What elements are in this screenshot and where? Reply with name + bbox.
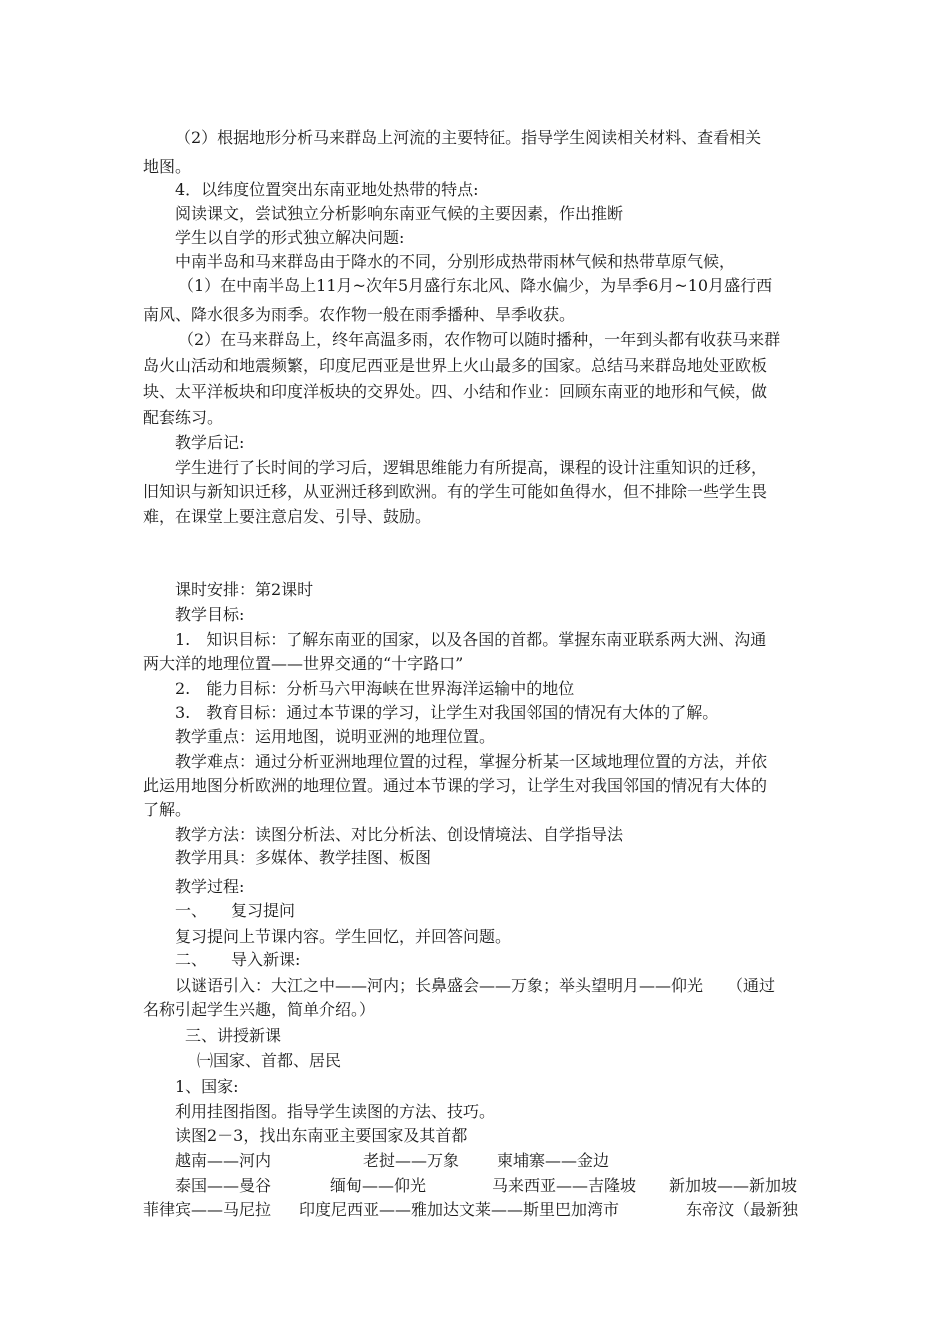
paragraph-line: 阅读课文，尝试独立分析影响东南亚气候的主要因素，作出推断 [175, 204, 624, 223]
paragraph-line: 复习提问上节课内容。学生回忆，并回答问题。 [175, 927, 512, 946]
country-capital: 老挝——万象 [363, 1151, 460, 1170]
paragraph-line: 旧知识与新知识迁移，从亚洲迁移到欧洲。有的学生可能如鱼得水，但不排除一些学生畏 [143, 482, 768, 501]
paragraph-line: 1. 知识目标：了解东南亚的国家，以及各国的首都。掌握东南亚联系两大洲、沟通 [175, 630, 767, 649]
paragraph-line: 岛火山活动和地震频繁，印度尼西亚是世界上火山最多的国家。总结马来群岛地处亚欧板 [143, 356, 768, 375]
section-heading: 教学过程: [175, 877, 245, 896]
paragraph-line: 教学难点：通过分析亚洲地理位置的过程，掌握分析某一区域地理位置的方法，并依 [175, 752, 768, 771]
paragraph-line: 块、太平洋板块和印度洋板块的交界处。四、小结和作业：回顾东南亚的地形和气候，做 [143, 382, 768, 401]
country-capital: 菲律宾——马尼拉 [143, 1200, 272, 1219]
country-capital: 印度尼西亚——雅加达文莱——斯里巴加湾市 [299, 1200, 620, 1219]
paragraph-line: 利用挂图指图。指导学生读图的方法、技巧。 [175, 1102, 496, 1121]
paragraph-line: 教学方法：读图分析法、对比分析法、创设情境法、自学指导法 [175, 825, 624, 844]
country-capital: 马来西亚——吉隆坡 [492, 1176, 637, 1195]
section-heading: 二、 导入新课: [175, 950, 301, 969]
section-heading: 课时安排：第2课时 [175, 580, 314, 599]
section-heading: ㈠国家、首都、居民 [197, 1051, 342, 1070]
paragraph-line: 配套练习。 [143, 408, 224, 427]
paragraph-line: 南风、降水很多为雨季。农作物一般在雨季播种、旱季收获。 [143, 305, 576, 324]
paragraph-line: 了解。 [143, 800, 192, 819]
country-capital: 柬埔寨——金边 [497, 1151, 610, 1170]
paragraph-line: 两大洋的地理位置——世界交通的“十字路口” [143, 654, 464, 673]
section-heading: 三、讲授新课 [185, 1026, 282, 1045]
paragraph-line: 名称引起学生兴趣，简单介绍。） [143, 1000, 376, 1019]
paragraph-line: 教学用具：多媒体、教学挂图、板图 [175, 848, 432, 867]
paragraph-line: 中南半岛和马来群岛由于降水的不同，分别形成热带雨林气候和热带草原气候， [175, 252, 736, 271]
paragraph-line: 读图2－3，找出东南亚主要国家及其首都 [175, 1126, 468, 1145]
paragraph-line: 教学重点：运用地图，说明亚洲的地理位置。 [175, 727, 496, 746]
paragraph-line: 学生进行了长时间的学习后，逻辑思维能力有所提高，课程的设计注重知识的迁移， [175, 458, 768, 477]
section-heading: 教学后记: [175, 433, 245, 452]
country-capital: 泰国——曼谷 [175, 1176, 272, 1195]
section-heading: 一、 复习提问 [175, 901, 296, 920]
paragraph-line: （2）根据地形分析马来群岛上河流的主要特征。指导学生阅读相关材料、查看相关 [175, 128, 762, 147]
country-capital: 东帝汶（最新独 [686, 1200, 799, 1219]
paragraph-line: 此运用地图分析欧洲的地理位置。通过本节课的学习，让学生对我国邻国的情况有大体的 [143, 776, 768, 795]
paragraph-line: 难，在课堂上要注意启发、引导、鼓励。 [143, 507, 432, 526]
paragraph-line: 2. 能力目标：分析马六甲海峡在世界海洋运输中的地位 [175, 679, 575, 698]
paragraph-line: 4．以纬度位置突出东南亚地处热带的特点: [175, 180, 479, 199]
paragraph-line: 3. 教育目标：通过本节课的学习，让学生对我国邻国的情况有大体的了解。 [175, 703, 719, 722]
country-capital: 越南——河内 [175, 1151, 272, 1170]
paragraph-line: （2）在马来群岛上，终年高温多雨，农作物可以随时播种，一年到头都有收获马来群 [178, 330, 781, 349]
paragraph-line: （1）在中南半岛上11月~次年5月盛行东北风、降水偏少，为旱季6月~10月盛行西 [178, 276, 773, 295]
country-capital: 缅甸——仰光 [330, 1176, 427, 1195]
paragraph-line: 以谜语引入：大江之中——河内；长鼻盛会——万象；举头望明月——仰光 （通过 [175, 976, 776, 995]
paragraph-line: 学生以自学的形式独立解决问题: [175, 228, 405, 247]
paragraph-line: 地图。 [143, 157, 192, 176]
section-heading: 1、国家: [175, 1077, 239, 1096]
country-capital: 新加坡——新加坡 [669, 1176, 798, 1195]
section-heading: 教学目标: [175, 605, 245, 624]
